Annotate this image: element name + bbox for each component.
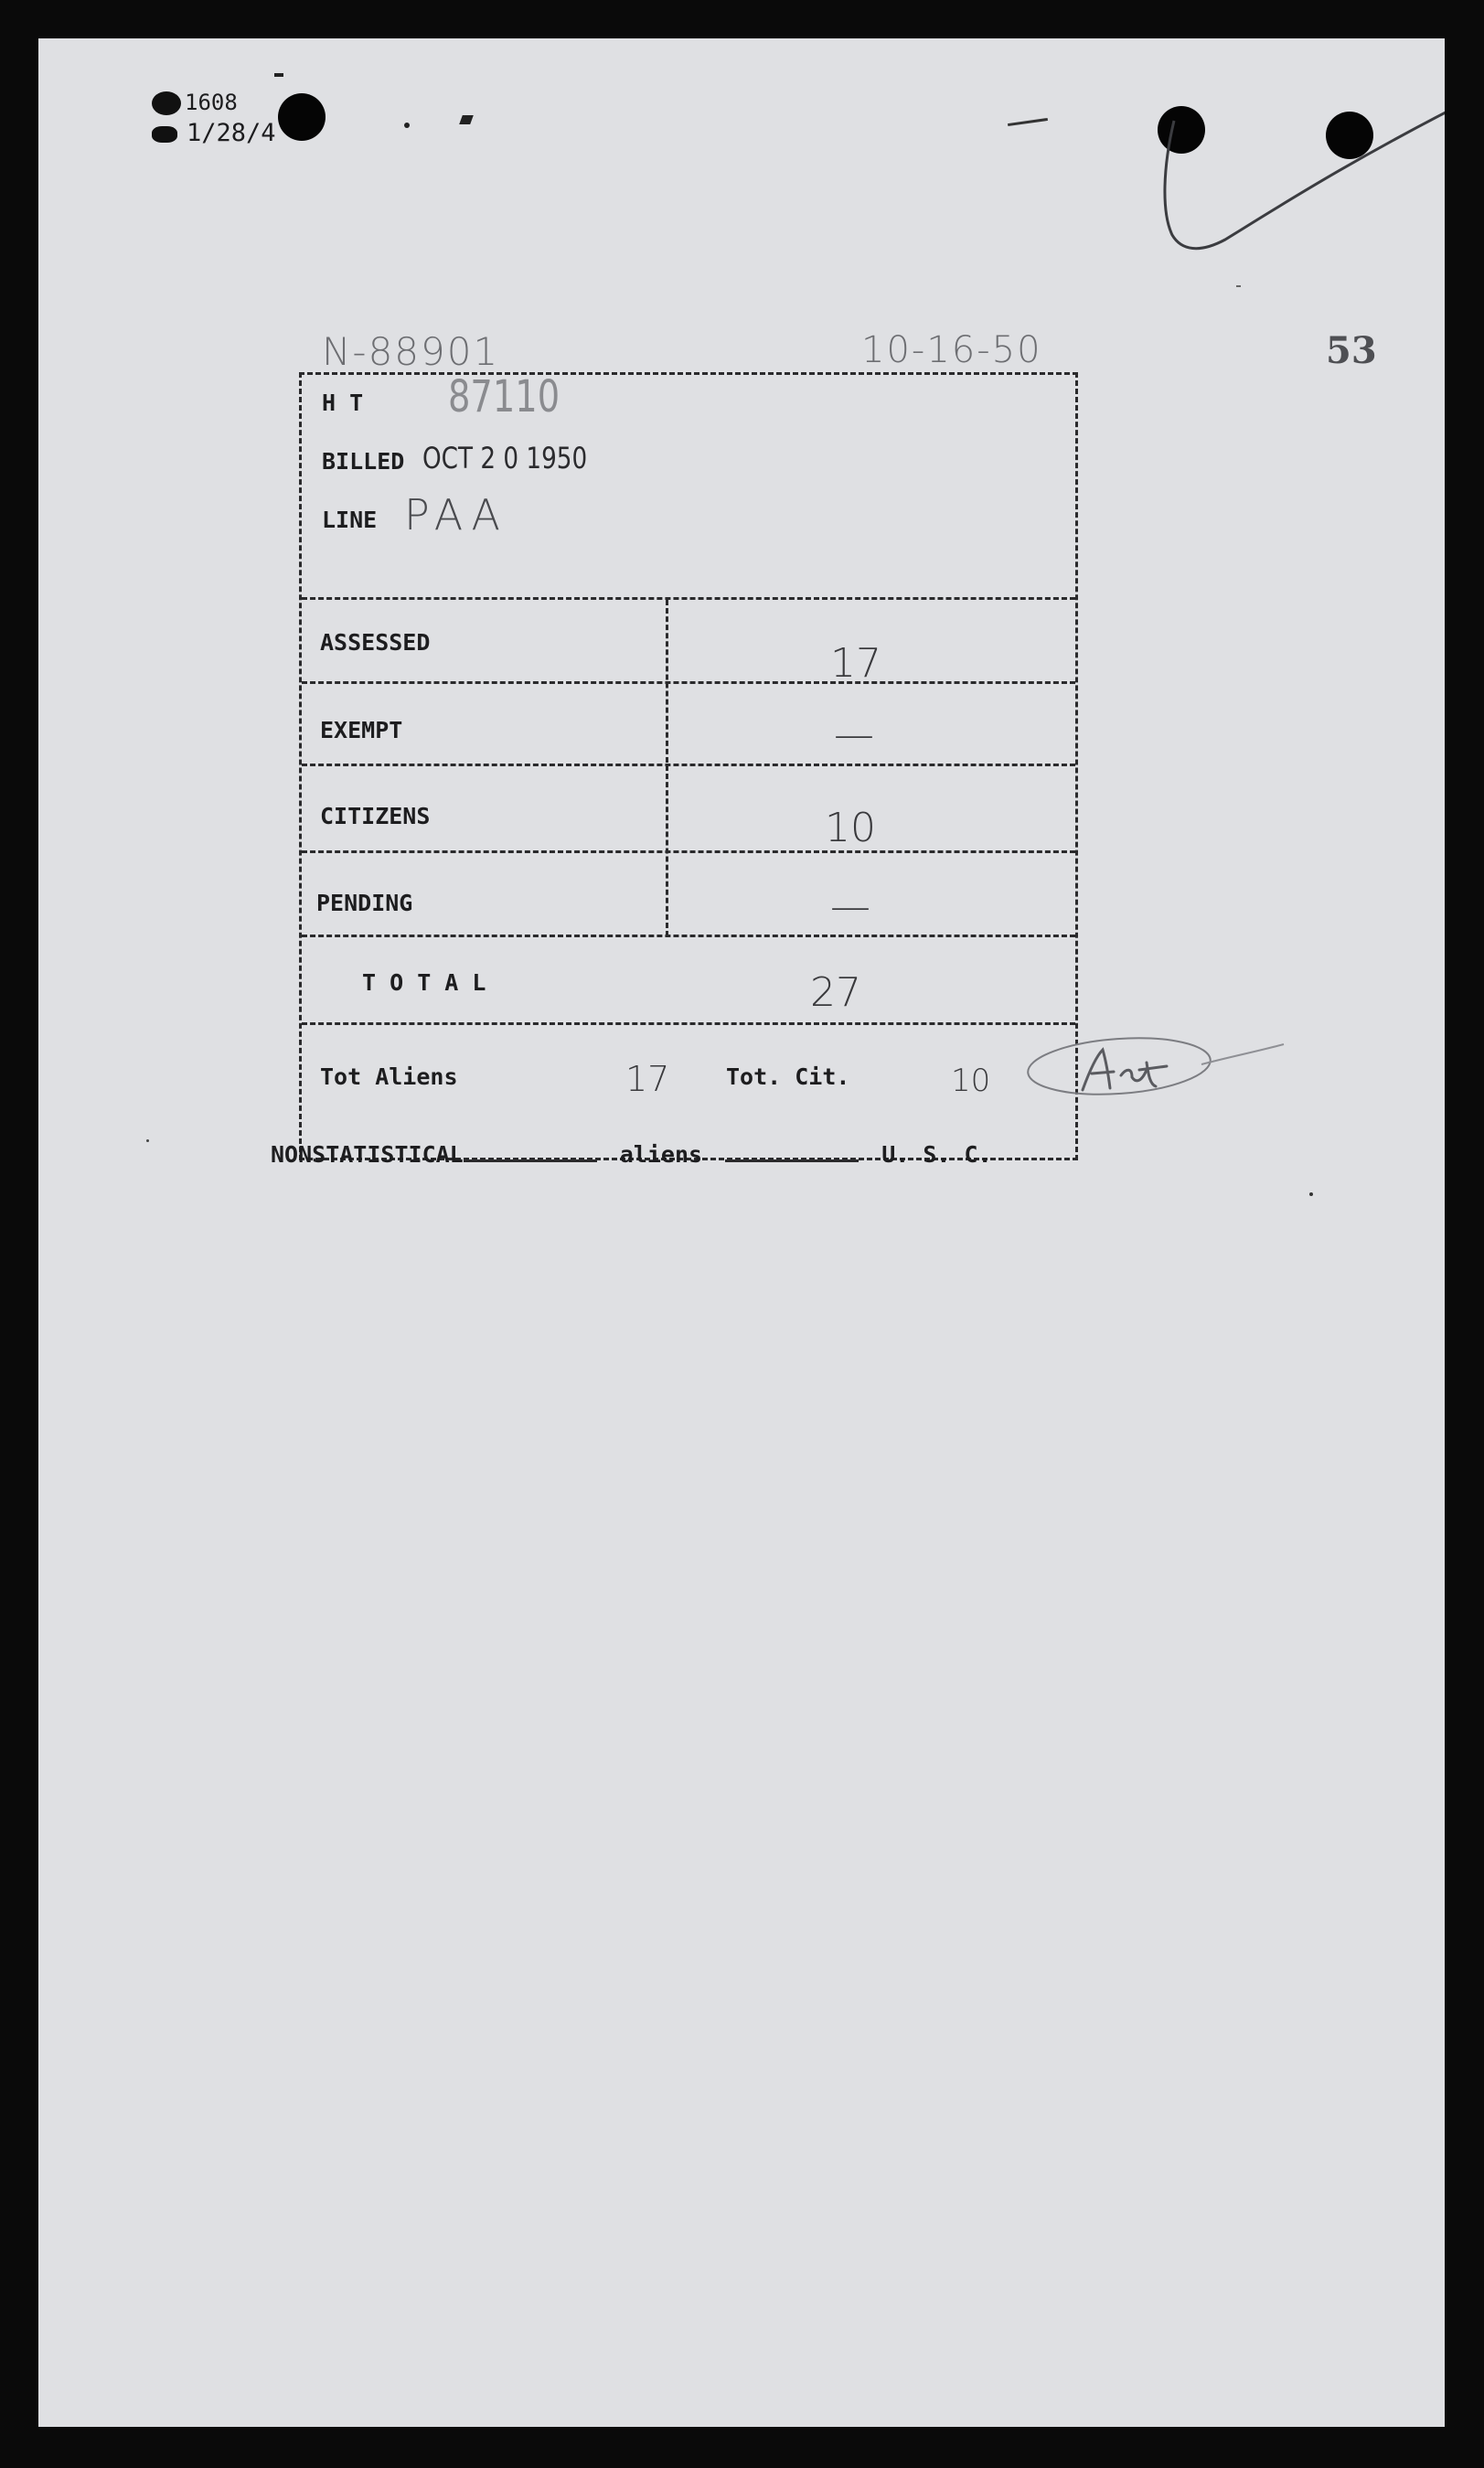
check-mark-icon xyxy=(1117,102,1445,395)
aliens-label: aliens xyxy=(619,1141,703,1168)
document-page xyxy=(38,38,1445,2427)
billed-label: BILLED xyxy=(322,448,405,475)
ink-speck xyxy=(1008,118,1048,126)
tot-cit-label: Tot. Cit. xyxy=(726,1063,850,1090)
row-label-exempt: EXEMPT xyxy=(320,717,403,743)
line-value: PAA xyxy=(404,490,508,540)
tally-form xyxy=(299,372,1078,1160)
initials-signature xyxy=(1019,1015,1293,1125)
ht-value: 87110 xyxy=(448,371,561,422)
page-number: 53 xyxy=(1326,329,1377,372)
nonstatistical-blank xyxy=(464,1159,597,1162)
line-label: LINE xyxy=(322,507,378,533)
file-number: N-88901 xyxy=(322,329,500,374)
nonstatistical-label: NONSTATISTICAL xyxy=(271,1141,464,1168)
total-label: T O T A L xyxy=(362,969,486,996)
row-value-exempt: — xyxy=(834,711,874,758)
form-number xyxy=(152,90,238,115)
row-value-assessed: 17 xyxy=(830,640,881,687)
ht-label: H T xyxy=(322,390,364,416)
row-divider xyxy=(302,764,1075,766)
billed-stamp: OCT 2 0 1950 xyxy=(422,441,588,475)
form-number-text: 1608 xyxy=(185,90,238,115)
row-divider xyxy=(302,850,1075,853)
ink-speck xyxy=(1309,1192,1313,1196)
row-value-pending: — xyxy=(830,883,870,930)
row-value-citizens: 10 xyxy=(825,805,876,851)
tot-aliens-value: 17 xyxy=(625,1059,670,1099)
form-divider xyxy=(302,597,1075,600)
ink-speck xyxy=(459,115,474,124)
ink-speck xyxy=(1236,285,1241,287)
nonstatistical-line xyxy=(271,1141,992,1168)
row-divider xyxy=(302,1022,1075,1025)
column-divider xyxy=(666,600,668,936)
handwritten-date: 10-16-50 xyxy=(861,329,1042,371)
ink-speck xyxy=(404,123,410,128)
row-label-pending: PENDING xyxy=(316,890,413,916)
row-label-citizens: CITIZENS xyxy=(320,803,431,829)
ink-speck xyxy=(146,1139,149,1142)
row-divider xyxy=(302,935,1075,937)
ink-speck xyxy=(274,73,283,77)
usc-label: U. S. C. xyxy=(881,1141,992,1168)
form-revision-text: 1/28/4 xyxy=(187,119,276,147)
usc-blank xyxy=(725,1159,859,1162)
punch-hole-top-left xyxy=(278,93,326,141)
row-label-assessed: ASSESSED xyxy=(320,629,431,656)
tot-cit-value: 10 xyxy=(951,1063,991,1099)
tot-aliens-label: Tot Aliens xyxy=(320,1063,458,1090)
row-divider xyxy=(302,681,1075,684)
total-value: 27 xyxy=(810,969,861,1016)
form-revision xyxy=(152,119,276,147)
